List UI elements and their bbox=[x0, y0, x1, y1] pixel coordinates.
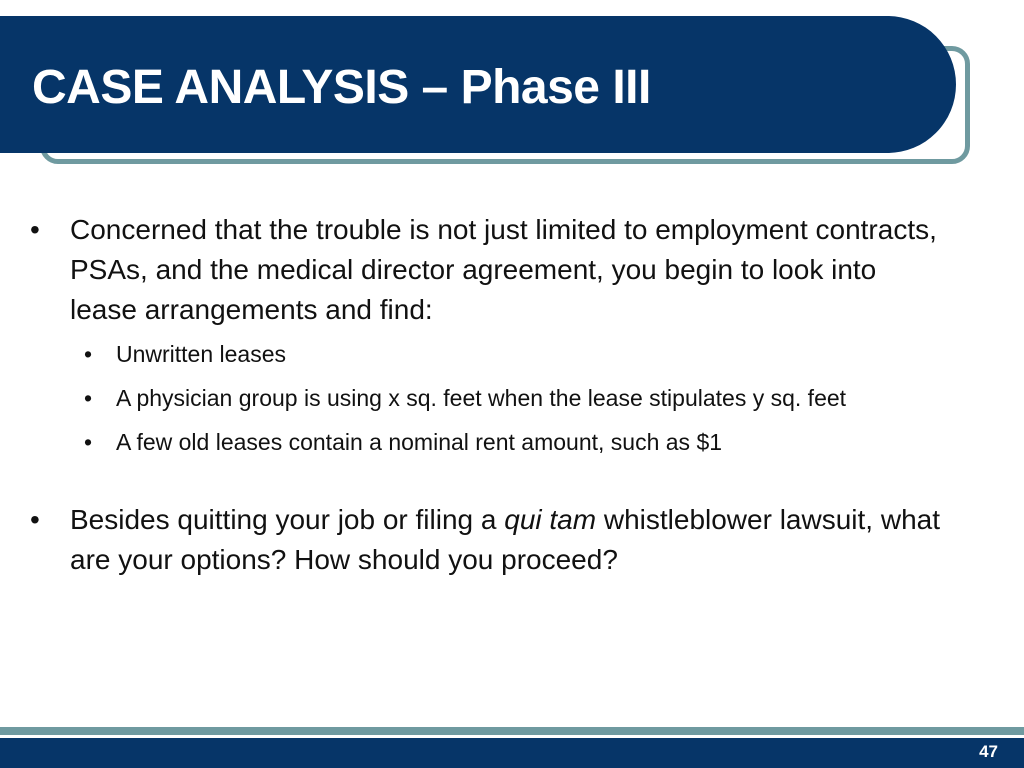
sub-bullet-text: A physician group is using x sq. feet when the lease stipulates y sq. feet bbox=[116, 385, 847, 411]
bullet-item bbox=[28, 210, 948, 330]
bullet-text-part: Besides quitting your job or filing a bbox=[70, 504, 505, 535]
bullet-item bbox=[28, 500, 948, 580]
slide-title: CASE ANALYSIS – Phase III bbox=[32, 61, 651, 114]
sub-bullet-item bbox=[70, 382, 948, 414]
bullet-text-part: whistleblower lawsuit, what are your options? How should you proceed? bbox=[70, 504, 940, 575]
sub-bullet-dot: • bbox=[84, 341, 93, 367]
slide-content bbox=[28, 210, 948, 580]
sub-bullet-dot: • bbox=[84, 385, 93, 411]
bullet-dot: • bbox=[30, 504, 40, 535]
sub-bullet-item bbox=[70, 426, 948, 458]
italic-term: qui tam bbox=[504, 504, 597, 535]
bullet-text bbox=[70, 504, 940, 575]
sub-bullet-item bbox=[70, 338, 948, 370]
bullet-dot: • bbox=[30, 214, 40, 245]
sub-bullet-list bbox=[28, 338, 948, 458]
bullet-text: Concerned that the trouble is not just limited to employment contracts, PSAs, and the medical director agreement, you begin to look into lease arrangements and find: bbox=[70, 214, 937, 325]
sub-bullet-dot: • bbox=[84, 429, 93, 455]
sub-bullet-text: A few old leases contain a nominal rent amount, such as $1 bbox=[116, 429, 723, 455]
bullet-gap bbox=[28, 470, 948, 500]
sub-bullet-text: Unwritten leases bbox=[116, 341, 287, 367]
footer-bar bbox=[0, 738, 1024, 768]
footer-accent-line bbox=[0, 727, 1024, 735]
page-number: 47 bbox=[979, 742, 998, 761]
